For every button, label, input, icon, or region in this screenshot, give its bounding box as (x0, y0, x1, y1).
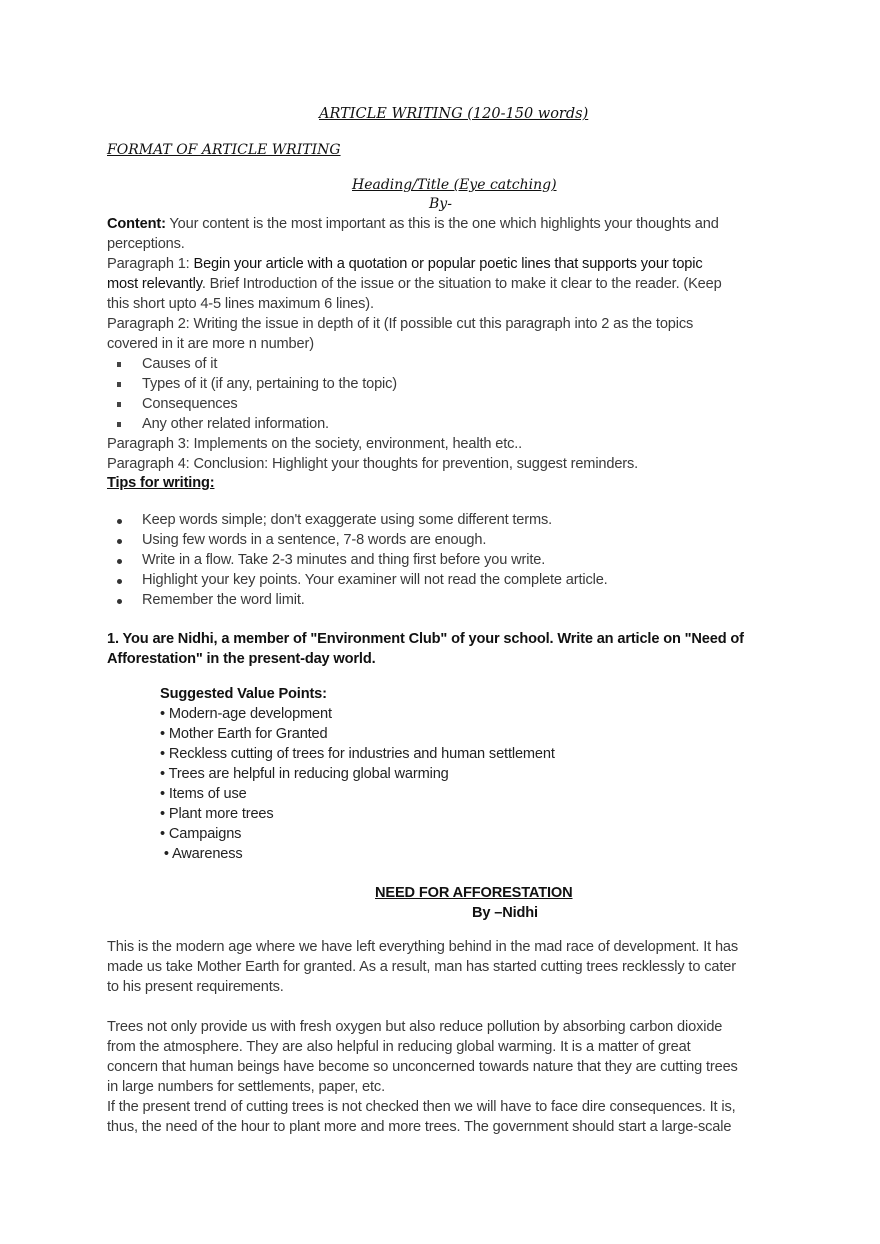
para1-highlight-cont: most relevantly (107, 276, 202, 292)
para2-list-item: Any other related information. (107, 414, 707, 434)
tip-item: Using few words in a sentence, 7-8 words are enough. (107, 530, 747, 550)
article-paragraph-1: This is the modern age where we have left everything behind in the mad race of development. It has made us take Mother Earth for granted. As a result, man has started cutting trees recklessly to cater to his present requirements. (107, 939, 739, 995)
para1-label: Paragraph 1: (107, 256, 194, 272)
bullet-icon (117, 559, 122, 564)
para3-text: Paragraph 3: Implements on the society, environment, health etc.. (107, 436, 523, 452)
tips-heading: Tips for writing: (107, 475, 215, 491)
content-text-cont: perceptions. (107, 236, 185, 252)
value-point: • Awareness (160, 846, 243, 862)
value-point: • Trees are helpful in reducing global warming (160, 766, 449, 782)
para1-text-cont: this short upto 4-5 lines maximum 6 lines). (107, 296, 374, 312)
format-title: Heading/Title (Eye catching) (352, 177, 557, 193)
article-paragraph-2: Trees not only provide us with fresh oxygen but also reduce pollution by absorbing carbon dioxide from the atmosphere. They are also helpful in reducing global warming. It is a matter of great concern that human beings have become so unconcerned towards nature that they are cutting trees in large numbers for settlements, paper, etc. If the present trend of cutting trees is not checked then we will have to face dire consequences. It is, thus, the need of the hour to plant more and more trees. The government should start a large-scale (107, 1019, 738, 1135)
content-text: Your content is the most important as this is the one which highlights your thoughts and (165, 216, 719, 232)
value-points-section (160, 684, 760, 864)
para2-list-item: Types of it (if any, pertaining to the topic) (107, 374, 707, 394)
para1-text: . Brief Introduction of the issue or the situation to make it clear to the reader. (Keep (201, 276, 722, 292)
square-bullet-icon (117, 402, 121, 407)
question-text-cont: Afforestation" in the present-day world. (107, 651, 376, 667)
para4-text: Paragraph 4: Conclusion: Highlight your thoughts for prevention, suggest reminders. (107, 456, 639, 472)
square-bullet-icon (117, 422, 121, 427)
bullet-icon (117, 519, 122, 524)
value-point: • Modern-age development (160, 706, 332, 722)
question-text: 1. You are Nidhi, a member of "Environment Club" of your school. Write an article on "Need of (107, 631, 744, 647)
bullet-icon (117, 599, 122, 604)
value-point: • Campaigns (160, 826, 242, 842)
format-heading: FORMAT OF ARTICLE WRITING (107, 142, 341, 158)
bullet-icon (117, 579, 122, 584)
square-bullet-icon (117, 382, 121, 387)
article-byline: By –Nidhi (472, 905, 538, 921)
article-title: NEED FOR AFFORESTATION (375, 885, 573, 901)
tips-list (107, 510, 777, 610)
value-point: • Plant more trees (160, 806, 274, 822)
content-label: Content: (107, 216, 166, 232)
tip-item: Keep words simple; don't exaggerate using some different terms. (107, 510, 747, 530)
tip-item: Write in a flow. Take 2-3 minutes and thing first before you write. (107, 550, 747, 570)
document-title: ARTICLE WRITING (120-150 words) (319, 106, 589, 122)
tip-item: Remember the word limit. (107, 590, 747, 610)
para2-list-item: Consequences (107, 394, 707, 414)
value-point: • Mother Earth for Granted (160, 726, 328, 742)
tip-item: Highlight your key points. Your examiner will not read the complete article. (107, 570, 747, 590)
format-by: By- (429, 196, 452, 212)
para1-highlight: Begin your article with a quotation or popular poetic lines that supports your topic (193, 256, 703, 272)
value-point: • Items of use (160, 786, 247, 802)
para2-list-item: Causes of it (107, 354, 707, 374)
format-content-section (107, 214, 777, 474)
para2-text: Paragraph 2: Writing the issue in depth of it (If possible cut this paragraph into 2 as the topics (107, 316, 694, 332)
value-point: • Reckless cutting of trees for industries and human settlement (160, 746, 555, 762)
bullet-icon (117, 539, 122, 544)
para2-text-cont: covered in it are more n number) (107, 336, 314, 352)
value-points-heading: Suggested Value Points: (160, 686, 327, 702)
square-bullet-icon (117, 362, 121, 367)
